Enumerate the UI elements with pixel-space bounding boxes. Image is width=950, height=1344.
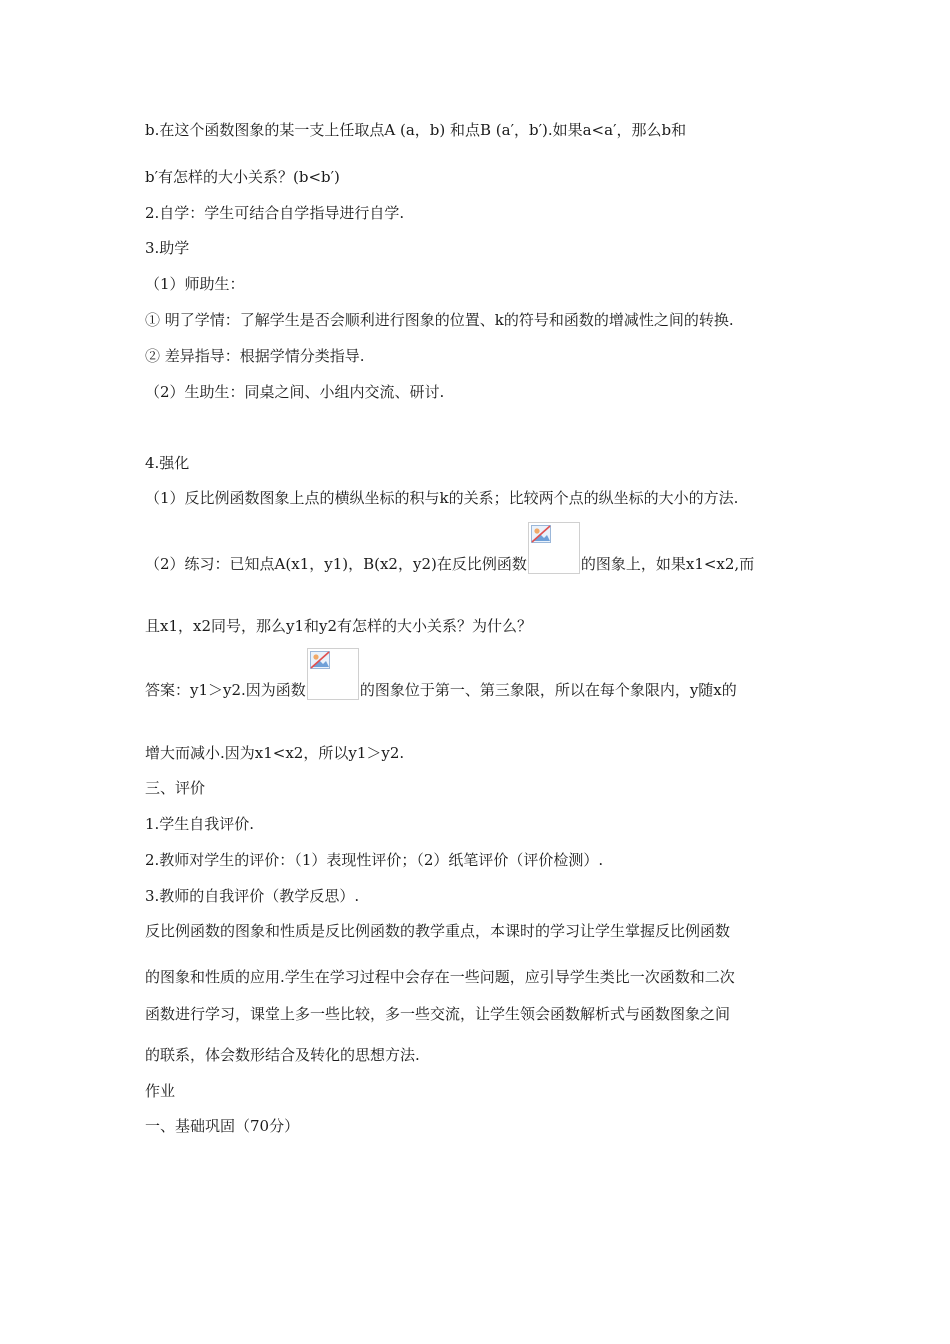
text-line: 3.助学 [145, 239, 190, 257]
text-line: 的图象和性质的应用.学生在学习过程中会存在一些问题，应引导学生类比一次函数和二次 [145, 968, 735, 986]
text-line: （1）反比例函数图象上点的横纵坐标的积与k的关系；比较两个点的纵坐标的大小的方法. [145, 489, 739, 507]
text-line: b′有怎样的大小关系？(b<b′) [145, 168, 340, 186]
text-line: 函数进行学习，课堂上多一些比较，多一些交流，让学生领会函数解析式与函数图象之间 [145, 1005, 731, 1023]
exercise-line [145, 522, 754, 574]
text-line: 且x1，x2同号，那么y1和y2有怎样的大小关系？为什么？ [145, 617, 533, 635]
text-line: 的联系，体会数形结合及转化的思想方法. [145, 1046, 420, 1064]
text-line: 增大而减小.因为x1<x2，所以y1＞y2. [145, 744, 405, 762]
section-heading: 一、基础巩固（70分） [145, 1117, 300, 1135]
text-line: 3.教师的自我评价（教学反思）. [145, 887, 360, 905]
broken-image-icon [528, 522, 580, 574]
exercise-text-before: （2）练习：已知点A(x1，y1)，B(x2，y2)在反比例函数 [145, 555, 527, 573]
text-line: 2.教师对学生的评价：（1）表现性评价；（2）纸笔评价（评价检测）. [145, 851, 604, 869]
text-line: （2）生助生：同桌之间、小组内交流、研讨. [145, 383, 445, 401]
text-line: 1.学生自我评价. [145, 815, 255, 833]
section-heading: 三、评价 [145, 779, 206, 797]
broken-image-icon [307, 648, 359, 700]
text-line: ② 差异指导：根据学情分类指导. [145, 347, 365, 365]
text-line: 反比例函数的图象和性质是反比例函数的教学重点，本课时的学习让学生掌握反比例函数 [145, 922, 731, 940]
answer-line [145, 648, 737, 700]
text-line: 2.自学：学生可结合自学指导进行自学. [145, 204, 405, 222]
text-line: b.在这个函数图象的某一支上任取点A (a，b) 和点B (a′，b′).如果a<a′，那么b和 [145, 121, 687, 139]
exercise-text-after: 的图象上，如果x1<x2,而 [580, 555, 755, 573]
section-heading: 4.强化 [145, 454, 190, 472]
text-line: （1）师助生： [145, 275, 245, 293]
section-heading: 作业 [145, 1082, 176, 1100]
answer-text-before: 答案：y1＞y2.因为函数 [145, 681, 306, 699]
answer-text-after: 的图象位于第一、第三象限，所以在每个象限内，y随x的 [359, 681, 737, 699]
text-line: ① 明了学情：了解学生是否会顺利进行图象的位置、k的符号和函数的增减性之间的转换. [145, 311, 734, 329]
